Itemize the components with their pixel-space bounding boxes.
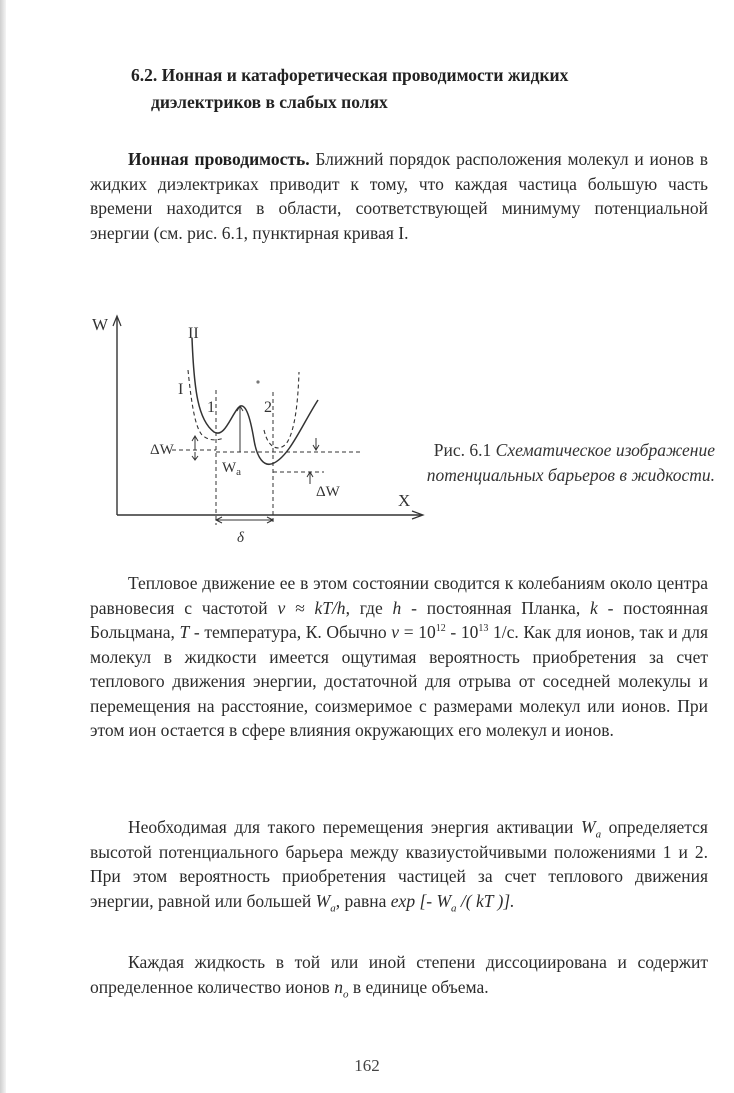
probability-formula: exp [- $W_a$ /( kT )].	[390, 890, 515, 914]
paragraph-lead: Ионная проводимость.	[128, 149, 310, 169]
paragraph-activation-energy: Необходимая для такого перемещения энергия активации $W_a$ определяется высотой потенциального барьера между квазиустойчивыми положениями 1 и 2. При этом вероятность приобретения частицей за счет теплового движения энергии, равной или большей $W_a$, равна exp [- $W_a$ /( kT )].	[90, 817, 708, 914]
dashed-potential-curve-i	[188, 370, 224, 440]
heading-line-1: 6.2. Ионная и катафоретическая проводимости жидких	[131, 65, 569, 85]
paragraph-text: Ближний порядок расположения молекул и ионов в жидких диэлектриках приводит к тому, что каждая частица большую часть времени находится в области, соответствующей минимуму потенциальной энергии (см. рис. 6.1, пунктирная кривая I.	[90, 149, 708, 243]
position-2-label: 2	[264, 399, 272, 416]
paragraph-ionic-conductivity	[90, 147, 708, 245]
activation-energy-label: $W_a$	[222, 460, 242, 478]
delta-w-right-label: ΔW	[316, 484, 340, 500]
caption-number: Рис. 6.1	[433, 440, 492, 460]
paragraph-dissociation: Каждая жидкость в той или иной степени диссоциирована и содержит определенное количество ионов $n_o$ в единице объема.	[90, 952, 708, 1000]
x-axis-label: X	[398, 491, 411, 510]
paragraph-thermal-motion: Тепловое движение ее в этом состоянии сводится к колебаниям около центра равновесия с частотой ν ≈ kT/h, где h - постоянная Планка, k - постоянная Больцмана, T - температура, К. Обычно $\nu = 10^{12} - 10^{13}$ 1/с. Как для ионов, так и для молекул в жидкости имеется ощутимая вероятность приобретения за счет теплового движения энергии, достаточной для отрыва от соседней молекулы и перемещения на расстояние, соизмеримое с размерами молекул или ионов. При этом ион остается в сфере влияния окружающих его молекул и ионов.	[90, 573, 708, 740]
curve-ii-label: II	[188, 325, 199, 342]
frequency-formula: ν ≈ kT/h	[277, 597, 346, 618]
section-heading	[131, 62, 691, 116]
caption-text: Схематическое изображение потенциальных барьеров в жидкости.	[426, 440, 715, 485]
potential-barrier-figure	[92, 310, 442, 550]
page-number: 162	[354, 1056, 380, 1075]
y-axis-label: W	[92, 315, 109, 334]
delta-w-left-label: ΔW	[150, 442, 174, 458]
figure-caption	[425, 438, 715, 488]
position-1-label: 1	[207, 399, 215, 416]
figure-dot	[256, 380, 259, 383]
distance-label: δ	[237, 530, 244, 546]
curve-i-label: I	[178, 381, 184, 398]
page-edge	[0, 0, 6, 1093]
heading-line-2: диэлектриков в слабых полях	[151, 92, 388, 112]
